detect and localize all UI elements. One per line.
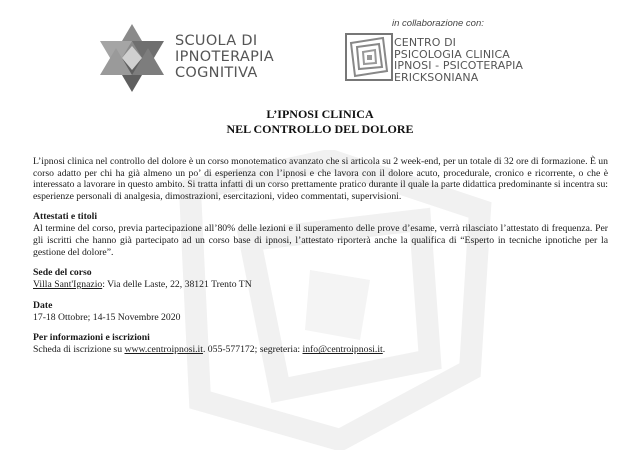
info-middle: . 055-577172; segreteria: — [202, 344, 303, 356]
info-heading: Per informazioni e iscrizioni — [33, 332, 150, 344]
info-suffix: . — [382, 344, 386, 356]
center-name-line-4: ERICKSONIANA — [394, 70, 479, 84]
website-link[interactable]: www.centroipnosi.it — [124, 344, 203, 356]
attestati-heading: Attestati e titoli — [33, 211, 98, 223]
collaboration-label: in collaborazione con: — [392, 18, 484, 29]
intro-paragraph: L’ipnosi clinica nel controllo del dolore è un corso monotematico avanzato che si articola su 2 week-end, per un totale di 32 ore di formazione. È un corso adatto per chi ha già almeno un po’ di esperienza con l’ipnosi e che lavora con il dolore acuto, procedurale, cronico e ricorrente, o che è interessato a lavorare in questo ambito. Si tratta infatti di un corso prettamente pratico durante il quale la parte didattica predominante si incentra su: esperienze personali di analgesia, dimostrazioni, esercitazioni, video commentati, supervisioni. — [33, 156, 608, 202]
school-name-line-3: COGNITIVA — [175, 65, 258, 81]
title-line-2: NEL CONTROLLO DEL DOLORE — [226, 121, 414, 136]
venue-address: : Via delle Laste, 22, 38121 Trento TN — [102, 279, 252, 291]
title-line-1: L’IPNOSI CLINICA — [266, 107, 374, 121]
school-star-logo-icon — [92, 22, 172, 94]
school-name-line-1: SCUOLA DI — [175, 33, 258, 49]
date-text: 17-18 Ottobre; 14-15 Novembre 2020 — [33, 311, 181, 323]
school-name — [175, 33, 274, 81]
center-name-line-1: CENTRO DI — [394, 36, 456, 49]
center-name-line-3: IPNOSI - PSICOTERAPIA — [394, 59, 524, 72]
center-name — [394, 37, 523, 83]
email-link[interactable]: info@centroipnosi.it — [302, 344, 383, 356]
school-name-line-2: IPNOTERAPIA — [175, 49, 274, 65]
info-prefix: Scheda di iscrizione su — [33, 344, 125, 356]
attestati-text: Al termine del corso, previa partecipazione all’80% delle lezioni e il superamento delle prove d’esame, verrà rilasciato l’attestato di frequenza. Per gli iscritti che hanno già partecipato ad un corso base di ipnosi, l’attestato riporterà anche la qualifica di “Esperto in tecniche ipnotiche per la gestione del dolore”. — [33, 223, 608, 258]
center-name-line-2: PSICOLOGIA CLINICA — [394, 47, 510, 61]
venue-link[interactable]: Villa Sant'Ignazio — [33, 279, 103, 291]
sede-heading: Sede del corso — [33, 267, 92, 279]
page-title — [0, 107, 640, 136]
document-body — [33, 156, 608, 356]
center-spiral-logo-icon — [345, 33, 393, 81]
header — [0, 0, 640, 100]
sede-text — [33, 279, 608, 291]
date-heading: Date — [33, 299, 53, 311]
info-text — [33, 344, 608, 356]
